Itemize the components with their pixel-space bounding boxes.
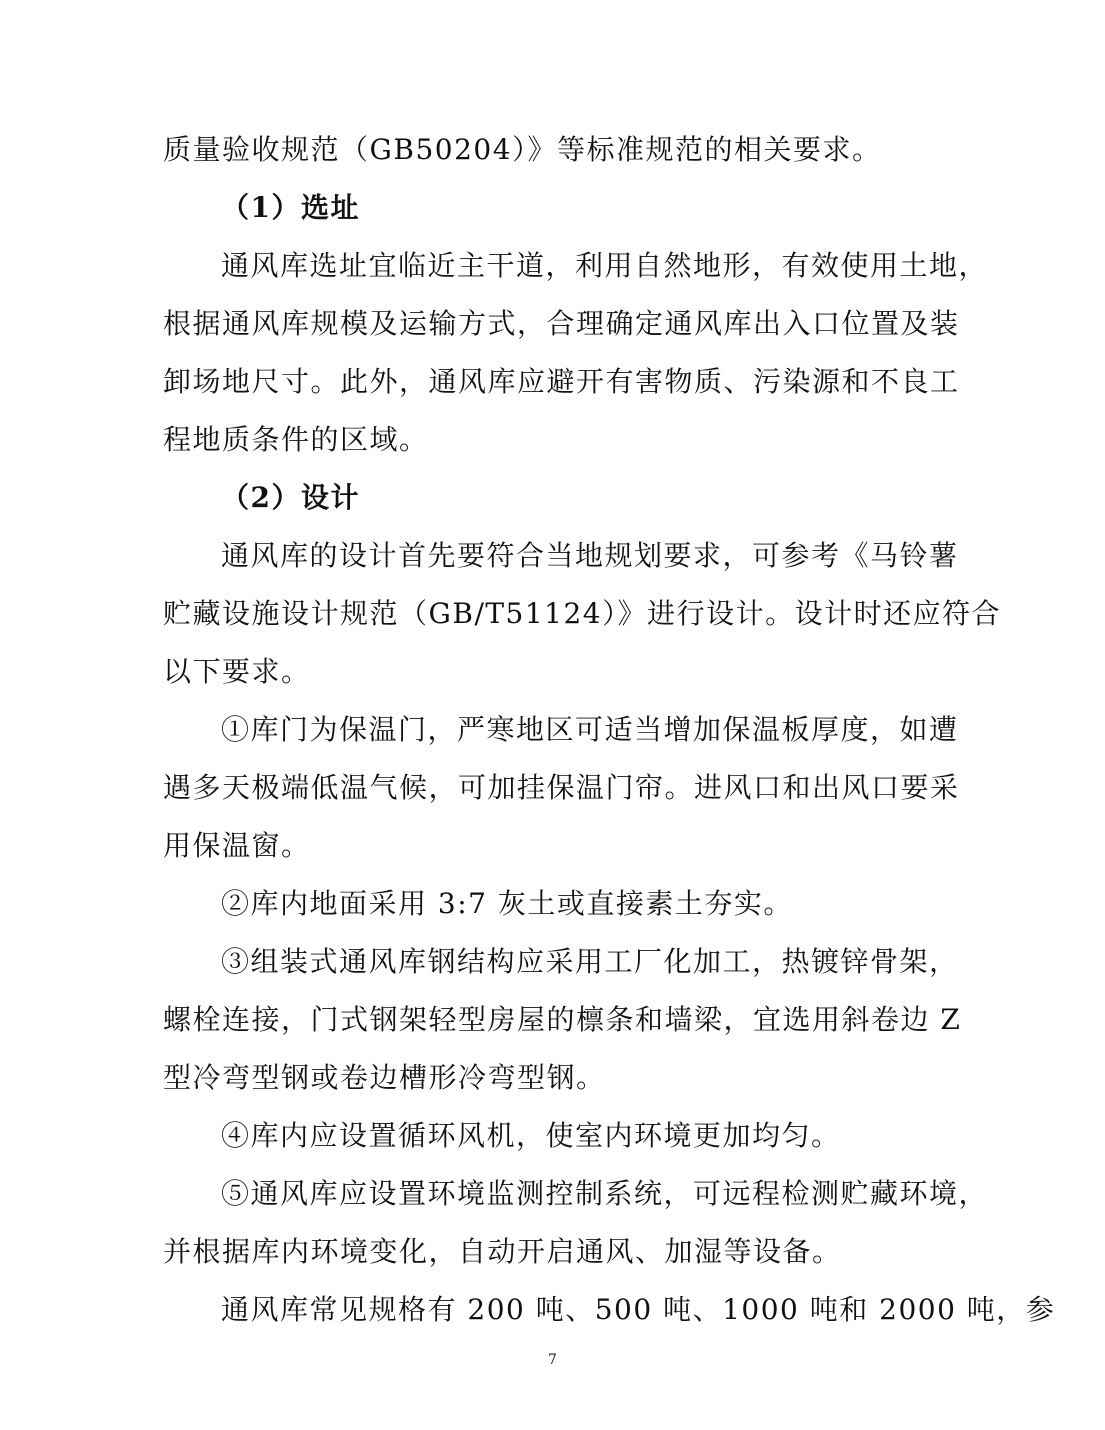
text-line: 程地质条件的区域。 [163, 423, 429, 456]
text-line: 用保温窗。 [163, 829, 311, 862]
text-line: 卸场地尺寸。此外，通风库应避开有害物质、污染源和不良工 [163, 365, 960, 398]
text-line: 通风库常见规格有 200 吨、500 吨、1000 吨和 2000 吨，参 [221, 1293, 1056, 1326]
text-line: 质量验收规范（GB50204）》等标准规范的相关要求。 [163, 133, 882, 166]
text-line: 通风库选址宜临近主干道，利用自然地形，有效使用土地， [221, 249, 989, 282]
text-line: 型冷弯型钢或卷边槽形冷弯型钢。 [163, 1061, 606, 1094]
section-heading-design: （2）设计 [221, 481, 360, 514]
text-line: ③组装式通风库钢结构应采用工厂化加工，热镀锌骨架， [221, 945, 959, 978]
text-line: ④库内应设置循环风机，使室内环境更加均匀。 [221, 1119, 841, 1152]
text-line: 并根据库内环境变化，自动开启通风、加湿等设备。 [163, 1235, 842, 1268]
page-number: 7 [548, 1352, 557, 1368]
text-line: ①库门为保温门，严寒地区可适当增加保温板厚度，如遭 [221, 713, 959, 746]
text-line: 以下要求。 [163, 655, 311, 688]
text-line: 根据通风库规模及运输方式，合理确定通风库出入口位置及装 [163, 307, 960, 340]
text-line: 贮藏设施设计规范（GB/T51124）》进行设计。设计时还应符合 [163, 597, 1002, 630]
text-line: 通风库的设计首先要符合当地规划要求，可参考《马铃薯 [221, 539, 959, 572]
text-line: ②库内地面采用 3:7 灰土或直接素土夯实。 [221, 887, 793, 920]
text-line: 遇多天极端低温气候，可加挂保温门帘。进风口和出风口要采 [163, 771, 960, 804]
text-line: ⑤通风库应设置环境监测控制系统，可远程检测贮藏环境， [221, 1177, 989, 1210]
text-line: 螺栓连接，门式钢架轻型房屋的檩条和墙梁，宜选用斜卷边 Z [163, 1003, 962, 1036]
section-heading-site-selection: （1）选址 [221, 191, 360, 224]
